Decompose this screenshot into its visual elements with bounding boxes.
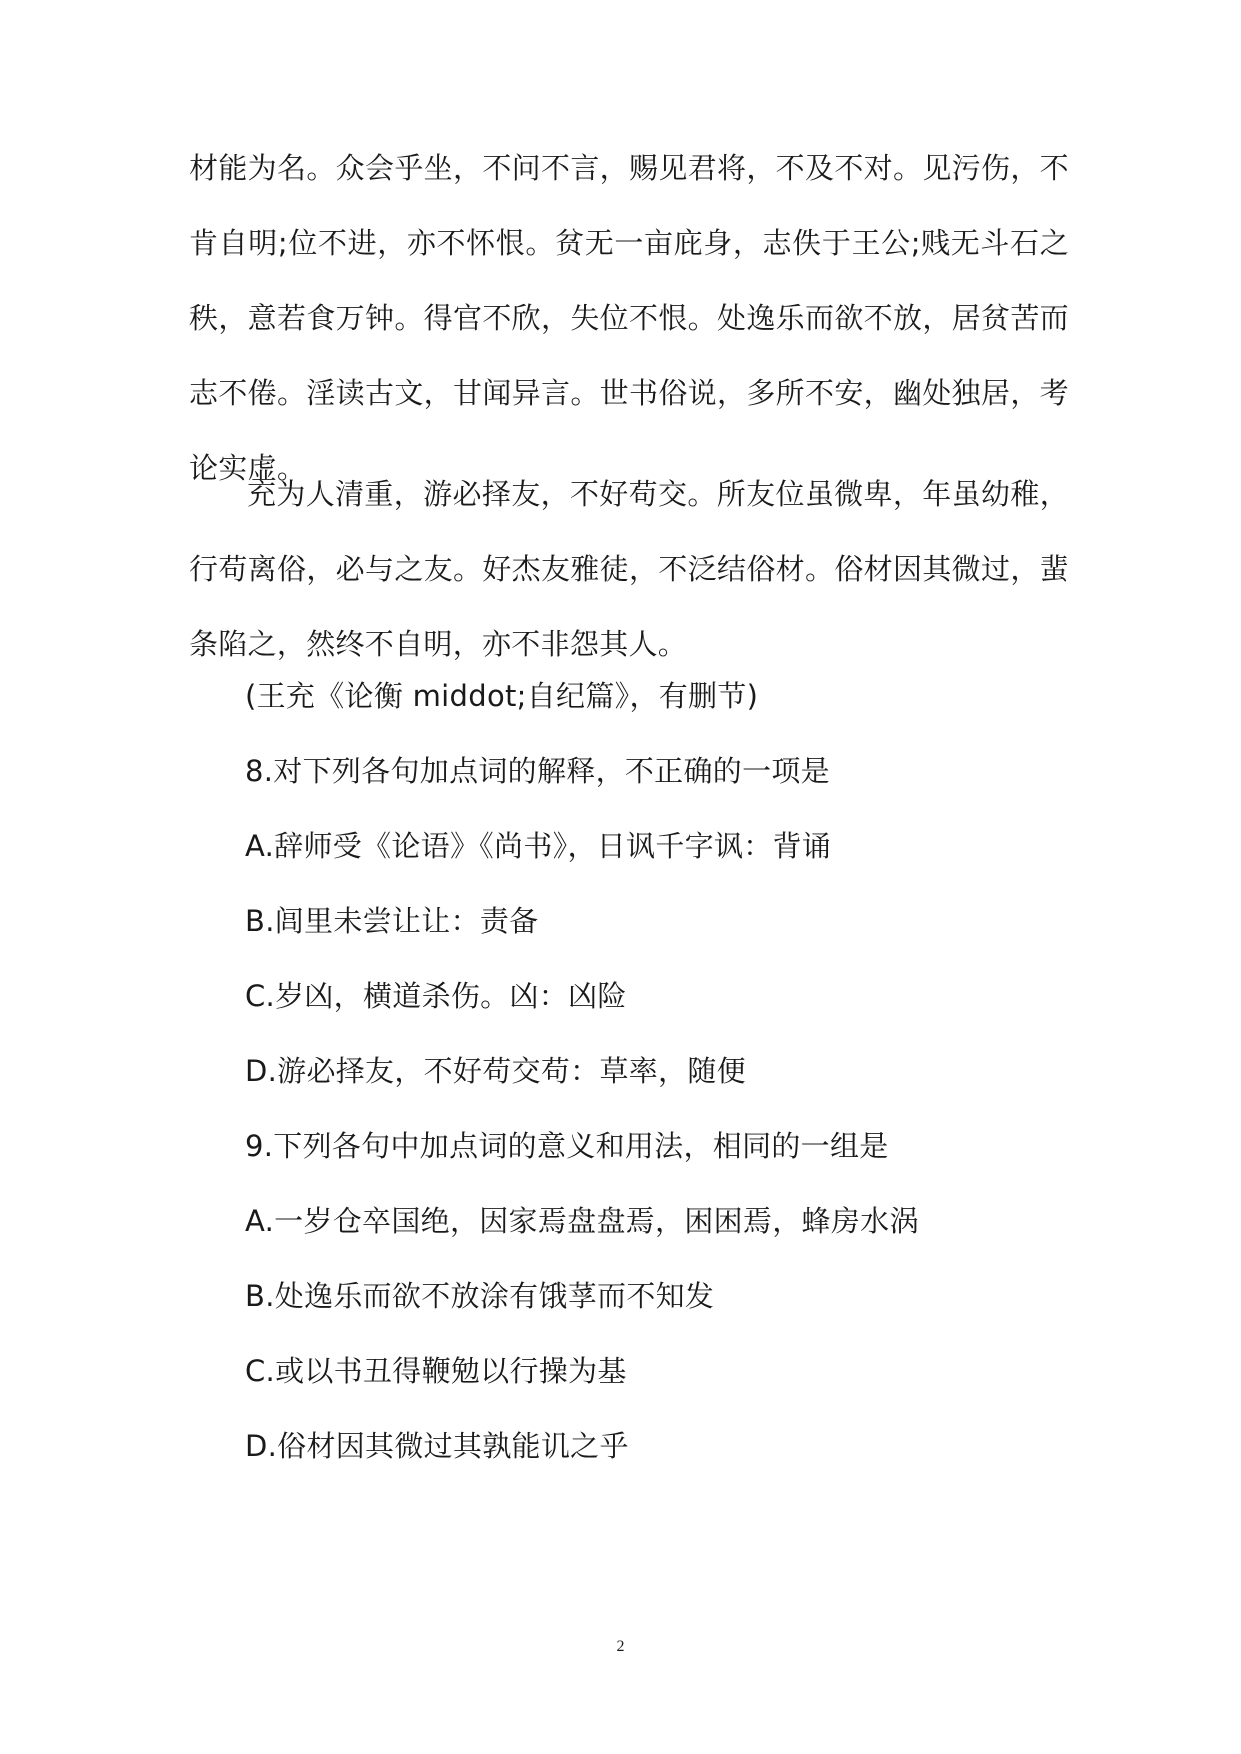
paragraph-2: 充为人清重，游必择友，不好苟交。所友位虽微卑，年虽幼稚，行苟离俗，必与之友。好杰友雅徒，不泛结俗材。俗材因其微过，蜚条陷之，然终不自明，亦不非怨其人。 bbox=[189, 477, 1069, 661]
question-8-option-d: D.游必择友，不好苟交苟：草率，随便 bbox=[245, 1054, 746, 1088]
question-9-option-c: C.或以书丑得鞭勉以行操为基 bbox=[245, 1354, 627, 1388]
question-8-option-b: B.闾里未尝让让：责备 bbox=[245, 904, 539, 938]
question-8-stem: 8.对下列各句加点词的解释，不正确的一项是 bbox=[245, 754, 830, 788]
question-9-option-b: B.处逸乐而欲不放涂有饿莩而不知发 bbox=[245, 1279, 715, 1313]
question-9-option-d: D.俗材因其微过其孰能讥之乎 bbox=[245, 1429, 629, 1463]
question-9-option-a: A.一岁仓卒国绝，因家焉盘盘焉，困困焉，蜂房水涡 bbox=[245, 1204, 919, 1238]
question-8-option-c: C.岁凶，横道杀伤。凶：凶险 bbox=[245, 979, 627, 1013]
question-9-stem: 9.下列各句中加点词的意义和用法，相同的一组是 bbox=[245, 1129, 889, 1163]
page-number: 2 bbox=[616, 1638, 625, 1655]
paragraph-1: 材能为名。众会乎坐，不问不言，赐见君将，不及不对。见污伤，不肯自明;位不进，亦不怀恨。贫无一亩庇身，志佚于王公;贱无斗石之秩，意若食万钟。得官不欣，失位不恨。处逸乐而欲不放，居贫苦而志不倦。淫读古文，甘闻异言。世书俗说，多所不安，幽处独居，考论实虚。 bbox=[189, 151, 1069, 485]
question-8-option-a: A.辞师受《论语》《尚书》，日讽千字讽：背诵 bbox=[245, 829, 832, 863]
source-citation: (王充《论衡 middot;自纪篇》，有删节) bbox=[245, 679, 759, 713]
